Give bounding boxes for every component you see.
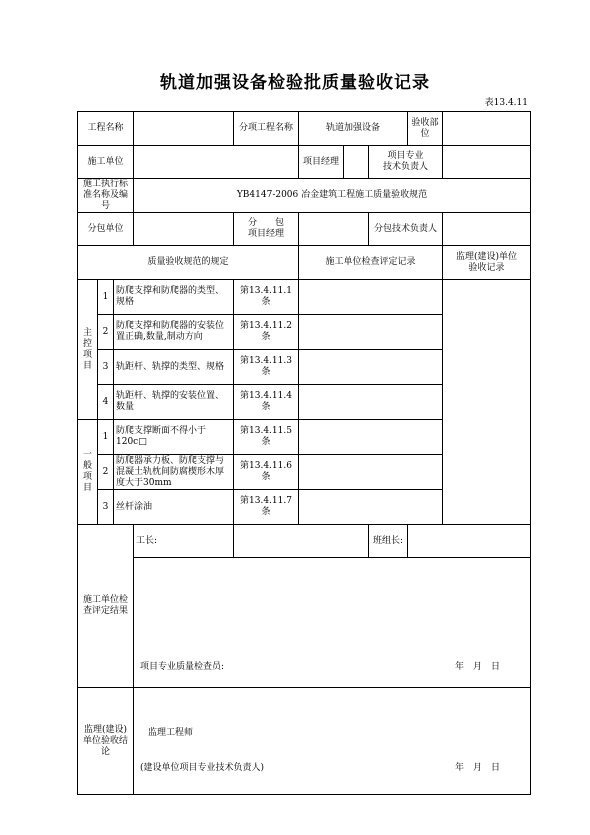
inspector-label: 项目专业质量检查员: xyxy=(140,662,225,672)
spec-column-header: 质量验收规范的规定 xyxy=(78,246,299,280)
check-record-field[interactable] xyxy=(299,280,443,315)
project-name-field[interactable] xyxy=(134,112,234,146)
standard-label: 施工执行标准名称及编号 xyxy=(78,179,134,213)
standard-value: YB4147-2006 冶金建筑工程施工质量验收规范 xyxy=(134,179,531,213)
supervision-eval-area[interactable] xyxy=(134,688,531,795)
item-description: 防爬器承力板、防爬支撑与混凝土轨枕间防腐楔形木厚度大于30mm xyxy=(114,455,234,490)
item-clause: 第13.4.11.1条 xyxy=(234,280,299,315)
item-clause: 第13.4.11.2条 xyxy=(234,315,299,350)
item-clause: 第13.4.11.7条 xyxy=(234,490,299,525)
item-number: 1 xyxy=(98,280,114,315)
check-record-field[interactable] xyxy=(299,455,443,490)
item-clause: 第13.4.11.3条 xyxy=(234,350,299,385)
item-number: 3 xyxy=(98,490,114,525)
item-clause: 第13.4.11.6条 xyxy=(234,455,299,490)
check-record-field[interactable] xyxy=(299,350,443,385)
item-number: 3 xyxy=(98,350,114,385)
sub-project-label: 分项工程名称 xyxy=(234,112,299,146)
subcontract-tech-field[interactable] xyxy=(443,213,531,246)
item-number: 1 xyxy=(98,420,114,455)
acceptance-form xyxy=(77,111,531,795)
item-number: 4 xyxy=(98,385,114,420)
item-number: 2 xyxy=(98,455,114,490)
item-description: 防爬支撑和防爬器的类型、规格 xyxy=(114,280,234,315)
subcontract-manager-label: 分 包 项目经理 xyxy=(234,213,299,246)
check-record-field[interactable] xyxy=(299,490,443,525)
construction-unit-label: 施工单位 xyxy=(78,146,134,179)
owner-tech-lead-label: (建设单位项目专业技术负责人) xyxy=(140,763,265,773)
subcontract-unit-label: 分包单位 xyxy=(78,213,134,246)
team-leader-label: 班组长: xyxy=(369,525,408,558)
sub-project-value: 轨道加强设备 xyxy=(299,112,408,146)
construction-check-column-header: 施工单位检查评定记录 xyxy=(299,246,443,280)
item-clause: 第13.4.11.4条 xyxy=(234,385,299,420)
construction-unit-field[interactable] xyxy=(134,146,299,179)
item-description: 防爬支撑和防爬器的安装位置正确,数量,制动方向 xyxy=(114,315,234,350)
page-title: 轨道加强设备检验批质量验收记录 xyxy=(160,73,430,93)
tech-lead-field[interactable] xyxy=(443,146,531,179)
project-name-label: 工程名称 xyxy=(78,112,134,146)
supervision-record-field[interactable] xyxy=(443,280,531,525)
supervision-eval-label: 监理(建设)单位验收结论 xyxy=(78,688,134,795)
foreman-field[interactable] xyxy=(234,525,369,558)
form-code: 表13.4.11 xyxy=(484,98,528,108)
item-description: 轨距杆、轨撑的类型、规格 xyxy=(114,350,234,385)
subcontract-tech-label: 分包技术负责人 xyxy=(369,213,443,246)
check-record-field[interactable] xyxy=(299,420,443,455)
subcontract-unit-field[interactable] xyxy=(134,213,234,246)
item-description: 丝杆涂油 xyxy=(114,490,234,525)
supervision-eval-date: 年 月 日 xyxy=(454,763,500,773)
supervision-engineer-label: 监理工程师 xyxy=(148,728,194,738)
item-clause: 第13.4.11.5条 xyxy=(234,420,299,455)
construction-eval-date: 年 月 日 xyxy=(454,662,500,672)
acceptance-part-field[interactable] xyxy=(443,112,531,146)
acceptance-part-label: 验收部位 xyxy=(408,112,443,146)
item-number: 2 xyxy=(98,315,114,350)
item-description: 轨距杆、轨撑的安装位置、数量 xyxy=(114,385,234,420)
general-items-group-label: 一般项目 xyxy=(78,420,98,525)
item-description: 防爬支撑断面不得小于120c□ xyxy=(114,420,234,455)
project-manager-label: 项目经理 xyxy=(299,146,344,179)
project-manager-field[interactable] xyxy=(344,146,369,179)
check-record-field[interactable] xyxy=(299,385,443,420)
tech-lead-label: 项目专业 技术负责人 xyxy=(369,146,443,179)
table-row xyxy=(78,280,531,315)
check-record-field[interactable] xyxy=(299,315,443,350)
foreman-label: 工长: xyxy=(134,525,234,558)
team-leader-field[interactable] xyxy=(408,525,531,558)
main-items-group-label: 主控项目 xyxy=(78,280,98,420)
subcontract-manager-field[interactable] xyxy=(299,213,369,246)
construction-eval-label: 施工单位检查评定结果 xyxy=(78,525,134,688)
construction-eval-area[interactable] xyxy=(134,558,531,688)
supervision-record-column-header: 监理(建设)单位 验收记录 xyxy=(443,246,531,280)
